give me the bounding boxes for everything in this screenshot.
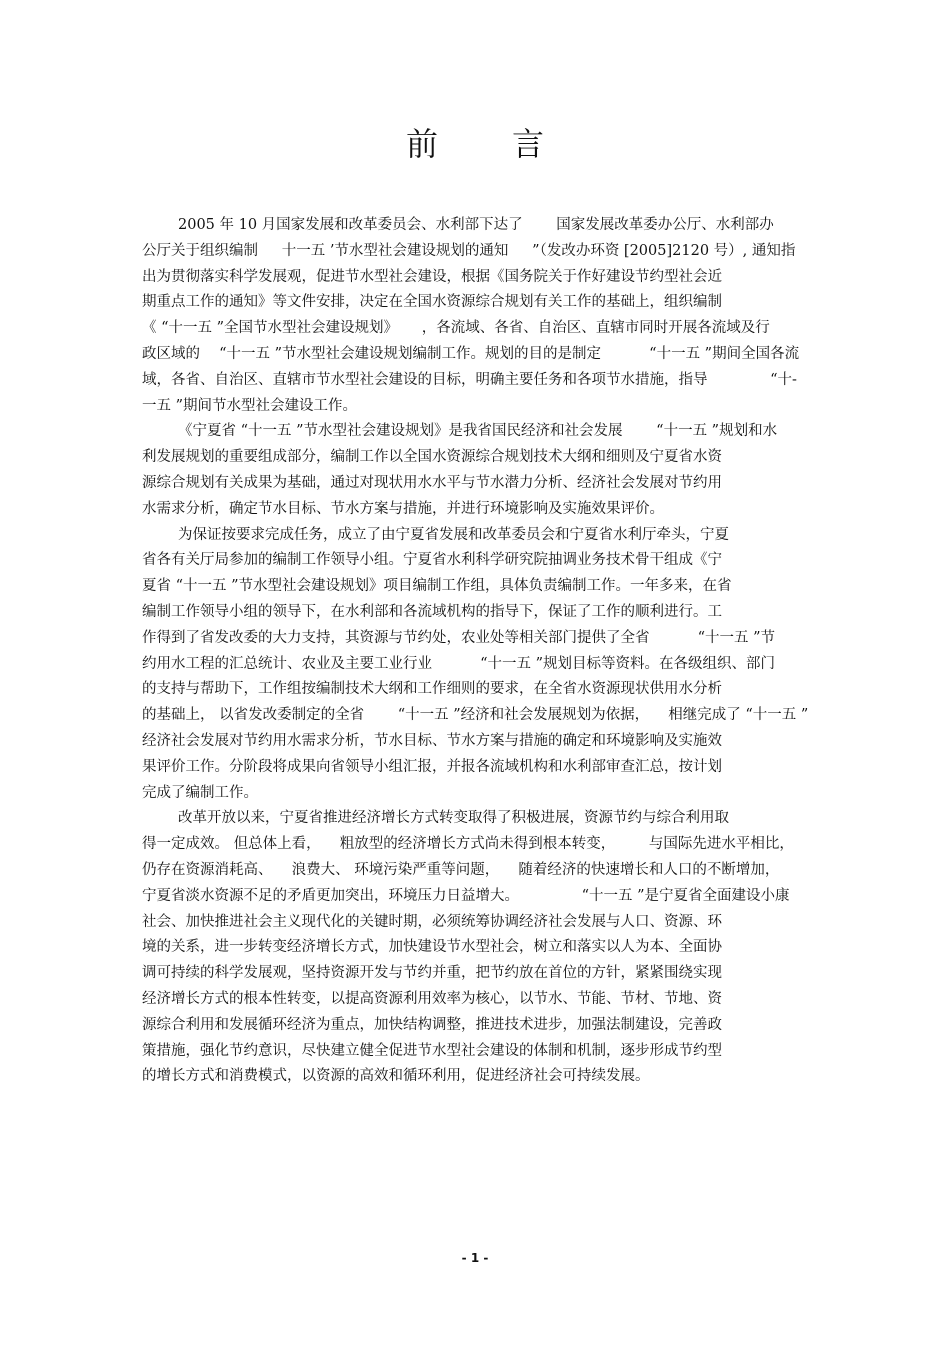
title-char-1: 前	[405, 125, 438, 163]
text-line: 一五 ”期间节水型社会建设工作。	[142, 397, 358, 414]
text-line: 出为贯彻落实科学发展观，促进节水型社会建设，根据《国务院关于作好建设节约型社会近	[142, 268, 722, 285]
text-line: 社会、加快推进社会主义现代化的关键时期，必须统筹协调经济社会发展与人口、资源、环	[142, 913, 722, 930]
page-title	[0, 122, 950, 166]
text-line: 的基础上， 以省发改委制定的全省 “十一五 ”经济和社会发展规划为依据， 相继完成了 “十一五 ”	[142, 707, 809, 724]
text-line: 源综合利用和发展循环经济为重点，加快结构调整，推进技术进步，加强法制建设，完善政	[142, 1016, 722, 1033]
text-line: 域，各省、自治区、直辖市节水型社会建设的目标，明确主要任务和各项节水措施，指导 “十-	[142, 371, 797, 388]
text-line: 改革开放以来，宁夏省推进经济增长方式转变取得了积极进展，资源节约与综合利用取	[178, 810, 729, 827]
text-line: 编制工作领导小组的领导下，在水利部和各流域机构的指导下，保证了工作的顺利进行。工	[142, 603, 722, 620]
text-line: 仍存在资源消耗高、 浪费大、 环境污染严重等问题， 随着经济的快速增长和人口的不断增加，	[142, 861, 780, 878]
text-line: 《 “十一五 ”全国节水型社会建设规划》 ，各流域、各省、自治区、直辖市同时开展各流域及行	[142, 320, 770, 337]
text-line: 经济增长方式的根本性转变，以提高资源利用效率为核心，以节水、节能、节材、节地、资	[142, 990, 722, 1007]
text-line: 夏省 “十一五 ”节水型社会建设规划》项目编制工作组，具体负责编制工作。一年多来，在省	[142, 578, 732, 595]
text-line: 宁夏省淡水资源不足的矛盾更加突出，环境压力日益增大。 “十一五 ”是宁夏省全面建设小康	[142, 887, 790, 904]
text-line: 水需求分析，确定节水目标、节水方案与措施，并进行环境影响及实施效果评价。	[142, 500, 664, 517]
text-line: 经济社会发展对节约用水需求分析，节水目标、节水方案与措施的确定和环境影响及实施效	[142, 732, 722, 749]
text-line: 源综合规划有关成果为基础，通过对现状用水水平与节水潜力分析、经济社会发展对节约用	[142, 474, 722, 491]
text-line: 得一定成效。 但总体上看， 粗放型的经济增长方式尚未得到根本转变， 与国际先进水平相比，	[142, 836, 794, 853]
text-line: 调可持续的科学发展观，坚持资源开发与节约并重，把节约放在首位的方针，紧紧围绕实现	[142, 965, 722, 982]
text-line: 省各有关厅局参加的编制工作领导小组。宁夏省水利科学研究院抽调业务技术骨干组成《宁	[142, 552, 722, 569]
text-line: 约用水工程的汇总统计、农业及主要工业行业 “十一五 ”规划目标等资料。在各级组织、部门	[142, 655, 776, 672]
text-line: 境的关系，进一步转变经济增长方式，加快建设节水型社会，树立和落实以人为本、全面协	[142, 939, 722, 956]
text-line: 公厅关于组织编制 十一五 ’节水型社会建设规划的通知 ”（发改办环资 [2005]2120 号）, 通知指	[142, 242, 796, 259]
text-line: 的支持与帮助下，工作组按编制技术大纲和工作细则的要求，在全省水资源现状供用水分析	[142, 681, 722, 698]
text-line: 策措施，强化节约意识，尽快建立健全促进节水型社会建设的体制和机制，逐步形成节约型	[142, 1042, 722, 1059]
text-line: 果评价工作。分阶段将成果向省领导小组汇报，并报各流域机构和水利部审查汇总，按计划	[142, 758, 722, 775]
text-line: 期重点工作的通知》等文件安排，决定在全国水资源综合规划有关工作的基础上，组织编制	[142, 294, 722, 311]
body-text	[142, 213, 822, 1090]
text-line: 《宁夏省 “十一五 ”节水型社会建设规划》是我省国民经济和社会发展 “十一五 ”规划和水	[178, 423, 778, 440]
text-line: 利发展规划的重要组成部分，编制工作以全国水资源综合规划技术大纲和细则及宁夏省水资	[142, 449, 722, 466]
text-line: 作得到了省发改委的大力支持，其资源与节约处，农业处等相关部门提供了全省 “十一五 ”节	[142, 629, 776, 646]
page-number: - 1 -	[461, 1251, 489, 1265]
title-char-2: 言	[512, 125, 545, 163]
text-line: 政区域的 “十一五 ”节水型社会建设规划编制工作。规划的目的是制定 “十一五 ”期间全国各流	[142, 345, 800, 362]
text-line: 2005 年 10 月国家发展和改革委员会、水利部下达了 国家发展改革委办公厅、水利部办	[178, 217, 774, 233]
text-line: 为保证按要求完成任务，成立了由宁夏省发展和改革委员会和宁夏省水利厅牵头，宁夏	[178, 526, 729, 543]
text-line: 的增长方式和消费模式，以资源的高效和循环利用，促进经济社会可持续发展。	[142, 1068, 650, 1085]
text-line: 完成了编制工作。	[142, 784, 258, 801]
